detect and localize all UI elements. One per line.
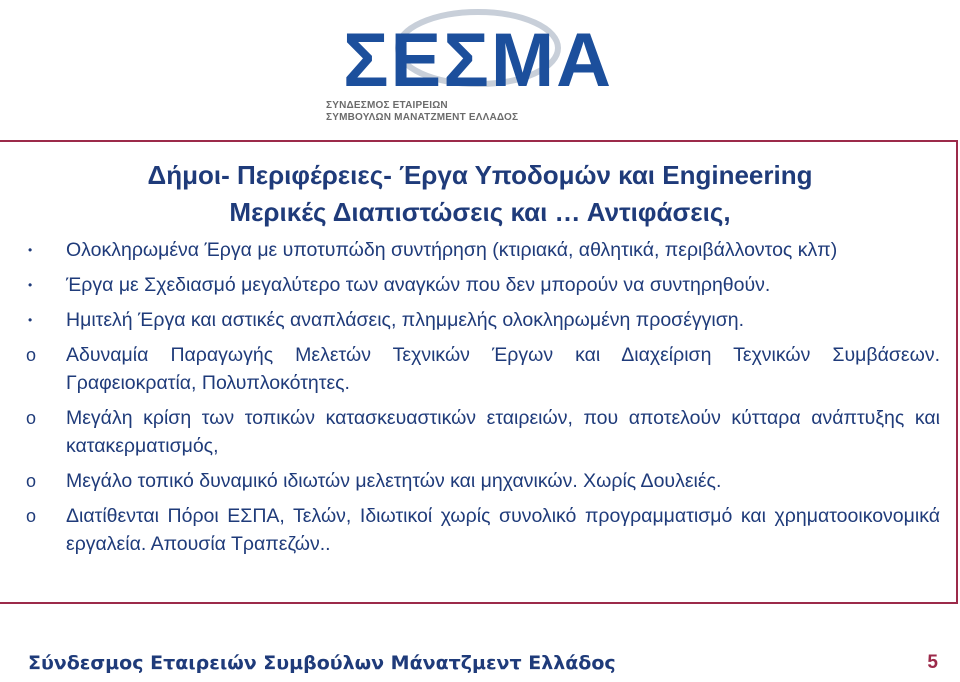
bullet-circle-icon: o	[26, 506, 37, 526]
list-item	[24, 341, 940, 397]
list-item	[24, 271, 940, 299]
footer-organization: Σύνδεσμος Εταιρειών Συμβούλων Μάνατζμεντ Ελλάδος	[28, 652, 616, 674]
list-item	[24, 236, 940, 264]
sesma-logo	[318, 8, 638, 128]
bullet-dot-icon: •	[28, 243, 33, 257]
list-item-text: Μεγάλο τοπικό δυναμικό ιδιωτών μελετητών και μηχανικών. Χωρίς Δουλειές.	[66, 470, 722, 492]
slide-title-line1: Δήμοι- Περιφέρειες- Έργα Υποδομών και Engineering	[147, 160, 813, 190]
sesma-logo-graphic	[318, 8, 638, 98]
list-item-text: Ολοκληρωμένα Έργα με υποτυπώδη συντήρηση (κτιριακά, αθλητικά, περιβάλλοντος κλπ)	[66, 239, 838, 261]
list-item-text: Ημιτελή Έργα και αστικές αναπλάσεις, πλημμελής ολοκληρωμένη προσέγγιση.	[66, 309, 745, 331]
list-item	[24, 404, 940, 460]
bullet-circle-icon: o	[26, 408, 37, 428]
list-item-text: Έργα με Σχεδιασμό μεγαλύτερο των αναγκών που δεν μπορούν να συντηρηθούν.	[66, 274, 771, 296]
list-item-text: Μεγάλη κρίση των τοπικών κατασκευαστικών εταιρειών, που αποτελούν κύτταρα ανάπτυξης και κατακερματισμός,	[66, 407, 940, 457]
list-item	[24, 467, 940, 495]
bullet-list	[24, 236, 940, 565]
logo-subtitle-line2: ΣΥΜΒΟΥΛΩΝ ΜΑΝΑΤΖΜΕΝΤ ΕΛΛΑΔΟΣ	[326, 112, 519, 123]
list-item-text: Διατίθενται Πόροι ΕΣΠΑ, Τελών, Ιδιωτικοί χωρίς συνολικό προγραμματισμό και χρηματοοικονομικά εργαλεία. Απουσία Τραπεζών..	[66, 505, 940, 555]
sesma-logo-text: ΣΕΣΜΑ	[342, 18, 614, 98]
list-item	[24, 502, 940, 558]
list-item	[24, 306, 940, 334]
bullet-dot-icon: •	[28, 313, 33, 327]
bullet-dot-icon: •	[28, 278, 33, 292]
bullet-circle-icon: o	[26, 471, 37, 491]
list-item-text: Αδυναμία Παραγωγής Μελετών Τεχνικών Έργων και Διαχείριση Τεχνικών Συμβάσεων. Γραφειοκρατία, Πολυπλοκότητες.	[66, 344, 940, 394]
slide-title-line2: Μερικές Διαπιστώσεις και … Αντιφάσεις,	[229, 197, 731, 227]
bullet-circle-icon: o	[26, 345, 37, 365]
page-number: 5	[927, 652, 938, 673]
logo-subtitle-line1: ΣΥΝΔΕΣΜΟΣ ΕΤΑΙΡΕΙΩΝ	[326, 100, 448, 111]
